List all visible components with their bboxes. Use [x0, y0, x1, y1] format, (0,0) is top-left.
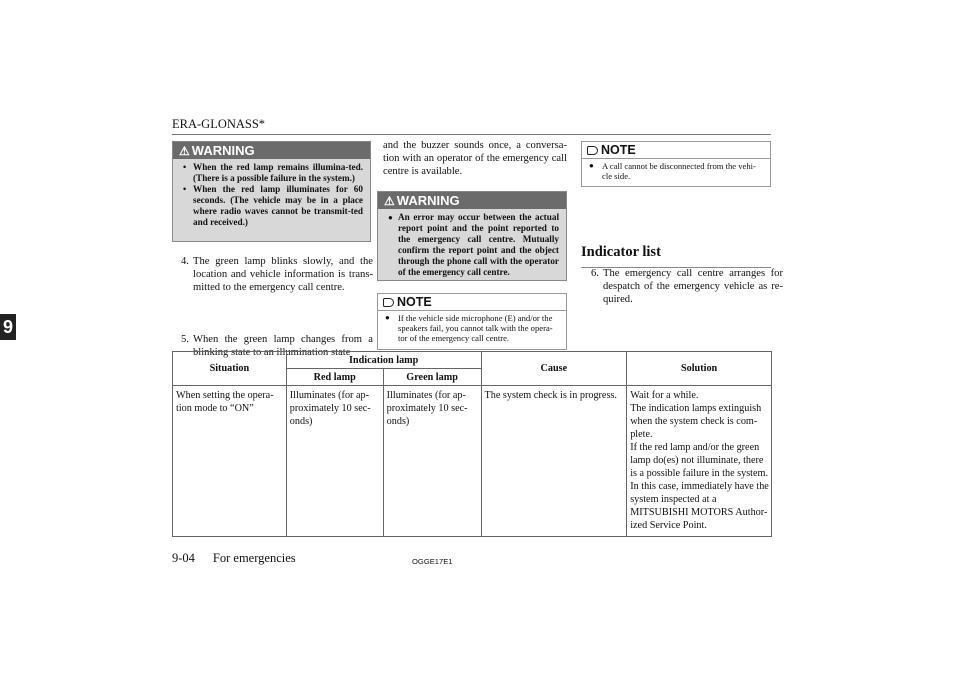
running-header: ERA-GLONASS*	[172, 117, 266, 131]
note-box-disconnect	[581, 141, 771, 187]
step-text: The emergency call centre arranges for despatch of the emergency vehicle as re-quired.	[603, 268, 783, 305]
warning-triangle-icon: ⚠	[179, 144, 190, 158]
chapter-tab: 9	[0, 314, 16, 340]
section-title: Indicator list	[581, 244, 771, 268]
note-hand-icon	[587, 146, 598, 155]
step-number: 6.	[591, 268, 599, 279]
step-item	[181, 255, 373, 294]
indicator-table	[172, 351, 772, 537]
note-label: NOTE	[397, 295, 432, 309]
cell-solution	[627, 386, 772, 537]
page-footer	[172, 551, 296, 566]
warning-item: • When the red lamp remains illumina-ted. (There is a possible failure in the system.)	[183, 162, 363, 184]
continued-paragraph: and the buzzer sounds once, a conversa-tion with an operator of the emergency call centre is available.	[383, 140, 567, 177]
note-label: NOTE	[601, 143, 636, 157]
solution-line: Wait for a while.	[630, 390, 699, 401]
warning-label: WARNING	[191, 143, 255, 158]
cell-situation: When setting the opera-tion mode to “ON”	[173, 386, 287, 537]
note-text: A call cannot be disconnected from the vehi-cle side.	[602, 161, 756, 181]
header-situation: Situation	[173, 352, 287, 386]
step-text: The green lamp blinks slowly, and the location and vehicle information is trans-mitted to the emergency call centre.	[193, 256, 373, 293]
warning-box-location	[377, 191, 567, 281]
bullet-icon: ●	[589, 161, 594, 170]
table-row	[173, 386, 772, 537]
document-code: OGGE17E1	[412, 557, 453, 566]
page-number: 9-04	[172, 551, 195, 565]
header-red-lamp: Red lamp	[286, 369, 383, 386]
cell-cause: The system check is in progress.	[481, 386, 627, 537]
header-green-lamp: Green lamp	[383, 369, 481, 386]
warning-triangle-icon: ⚠	[384, 194, 395, 208]
warning-header	[378, 192, 566, 209]
note-header	[582, 142, 770, 159]
step-text: When the green lamp changes from a blinking state to an illumination state	[193, 334, 373, 358]
header-divider	[172, 134, 771, 135]
note-header	[378, 294, 566, 311]
warning-item: • When the red lamp illuminates for 60 seconds. (The vehicle may be in a place where radio waves cannot be transmit-ted and received.)	[183, 184, 363, 228]
solution-line: The indication lamps extinguish when the system check is com-plete.	[630, 403, 762, 440]
bullet-icon: ●	[385, 313, 390, 322]
header-cause: Cause	[481, 352, 627, 386]
header-solution: Solution	[627, 352, 772, 386]
cell-red-lamp: Illuminates (for ap-proximately 10 sec-onds)	[286, 386, 383, 537]
note-text: If the vehicle side microphone (E) and/or the speakers fail, you cannot talk with the opera-tor of the emergency call centre.	[398, 313, 553, 343]
warning-header	[173, 142, 370, 159]
warning-box-lamp	[172, 141, 371, 242]
step-number: 5.	[181, 334, 189, 345]
cell-green-lamp: Illuminates (for ap-proximately 10 sec-onds)	[383, 386, 481, 537]
note-hand-icon	[383, 298, 394, 307]
warning-item: ● An error may occur between the actual report point and the point reported to the emergency call centre. Mutually confirm the report point and the object through the phone call with the operator of the emergency call centre.	[388, 212, 559, 278]
warning-label: WARNING	[396, 193, 460, 208]
note-box-microphone	[377, 293, 567, 350]
footer-section: For emergencies	[212, 551, 296, 565]
solution-line: If the red lamp and/or the green lamp do(es) not illuminate, there is a possible failure in the system. In this case, immediately have the system inspected at a MITSUBISHI MOTORS Author-ized Service Point.	[630, 442, 769, 531]
step-item	[591, 267, 783, 306]
step-number: 4.	[181, 256, 189, 267]
header-indication-lamp: Indication lamp	[286, 352, 481, 369]
